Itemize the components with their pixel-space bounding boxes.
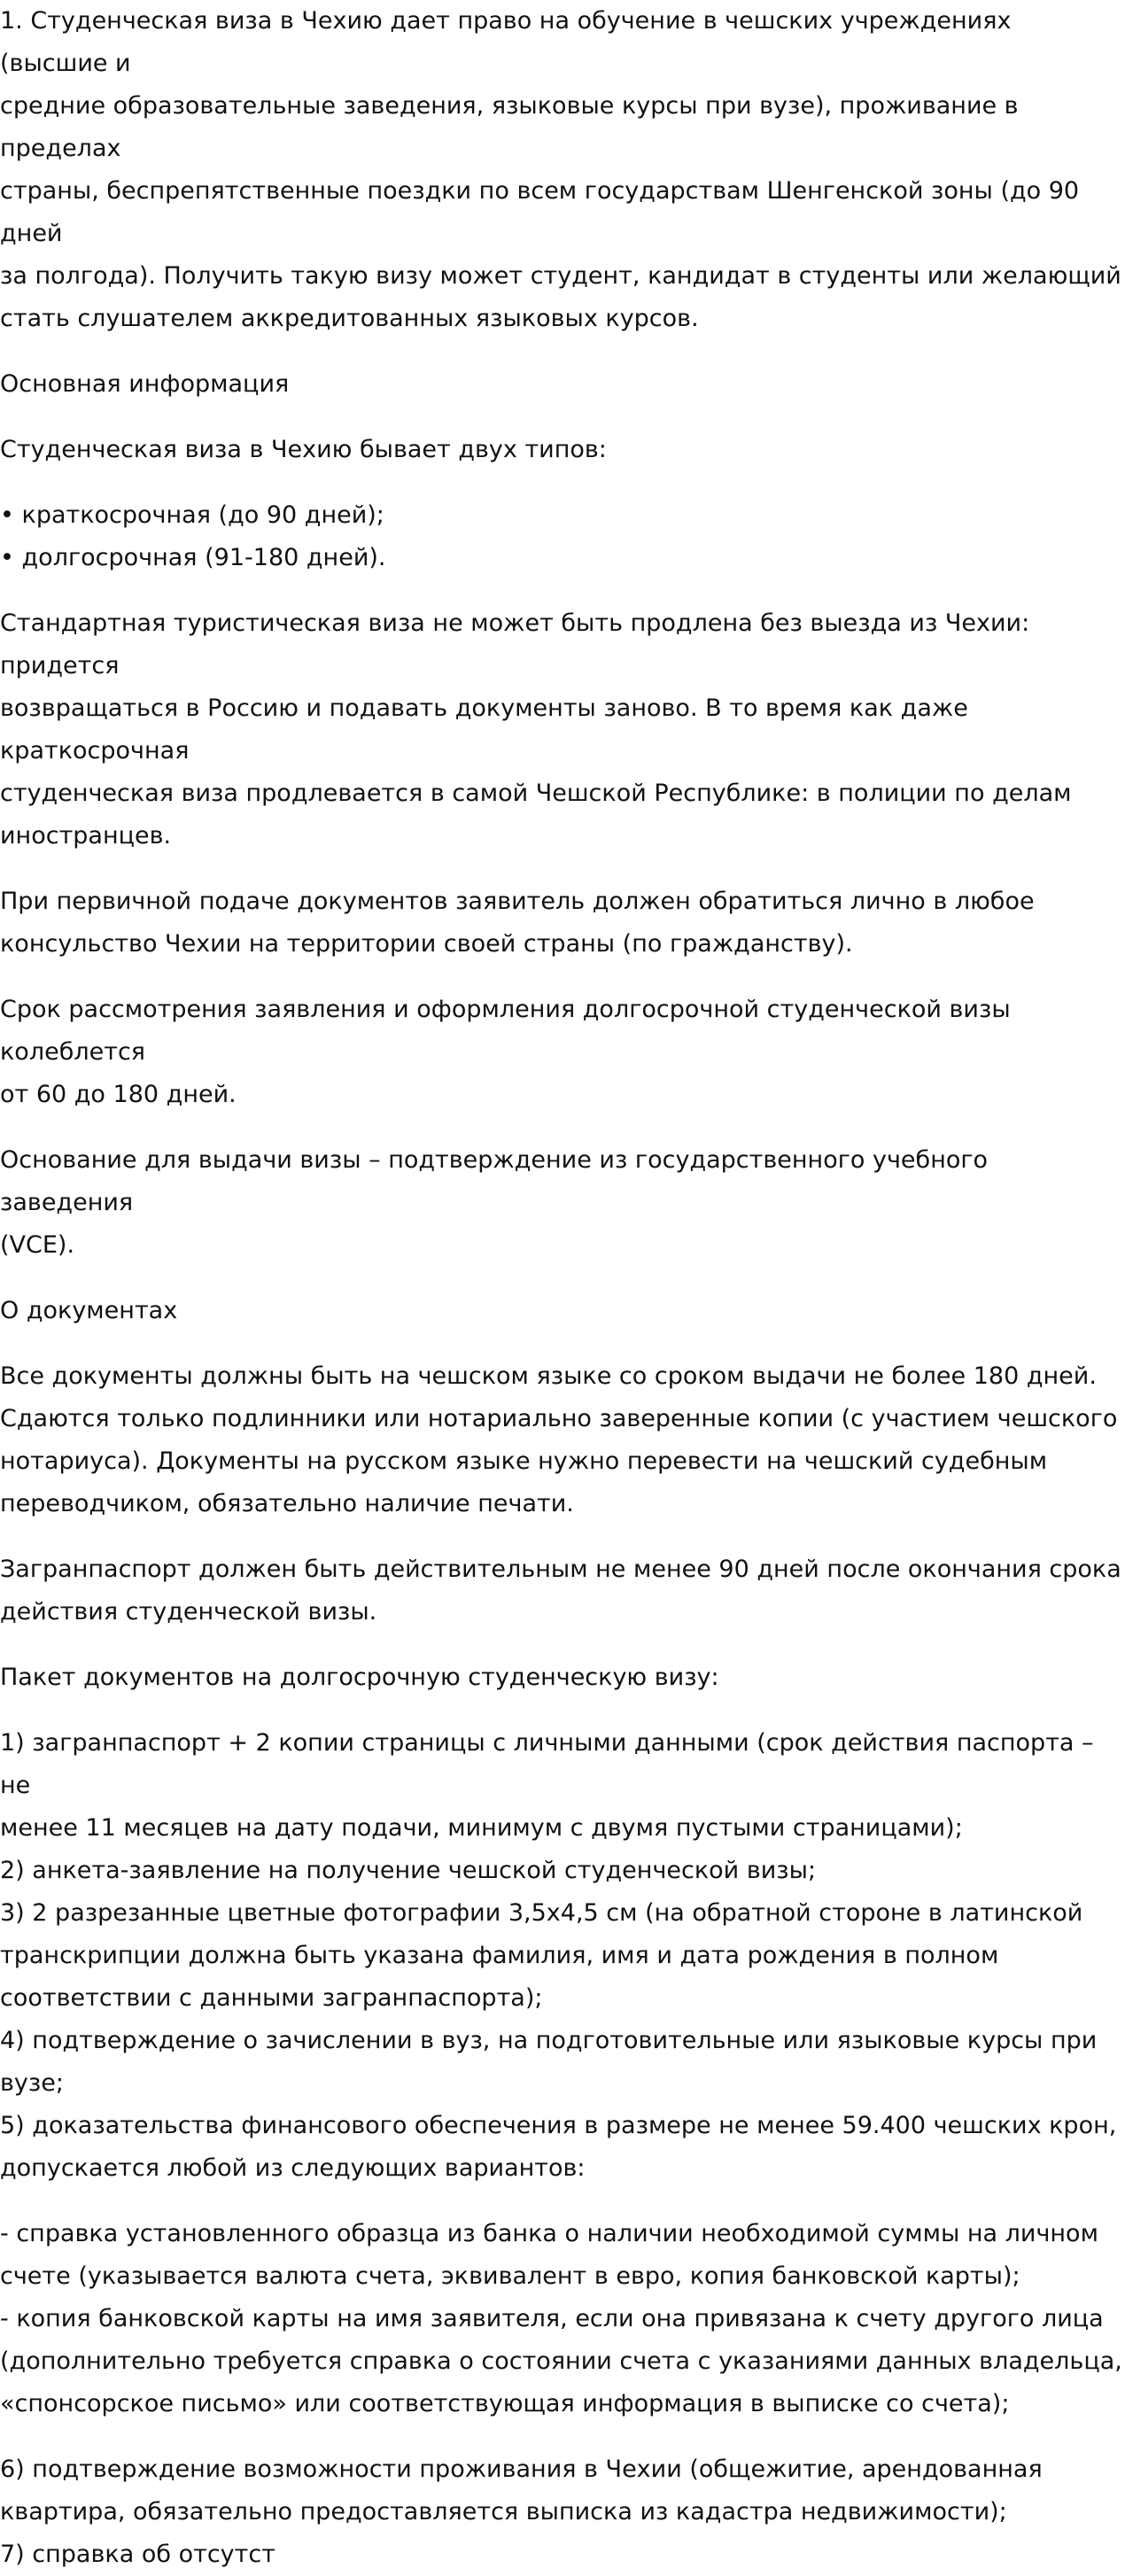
text-line: При первичной подаче документов заявитель должен обратиться лично в любое xyxy=(0,888,1035,915)
paragraph xyxy=(0,1657,1125,1699)
text-line: 5) доказательства финансового обеспечения в размере не менее 59.400 чешских крон, xyxy=(0,2112,1117,2139)
text-line: стать слушателем аккредитованных языковых курсов. xyxy=(0,305,699,332)
text-line: 3) 2 разрезанные цветные фотографии 3,5х4,5 см (на обратной стороне в латинской xyxy=(0,1899,1083,1927)
text-line: транскрипции должна быть указана фамилия, имя и дата рождения в полном xyxy=(0,1942,999,1969)
text-line: 6) подтверждение возможности проживания в Чехии (общежитие, арендованная xyxy=(0,2456,1043,2483)
text-line: • краткосрочная (до 90 дней); xyxy=(0,501,384,529)
text-line: Основная информация xyxy=(0,370,290,398)
text-line: соответствии с данными загранпаспорта); xyxy=(0,1984,543,2012)
paragraph xyxy=(0,0,1125,340)
text-line: 1) загранпаспорт + 2 копии страницы с личными данными (срок действия паспорта – не xyxy=(0,1729,1102,1799)
text-line: Студенческая виза в Чехию бывает двух типов: xyxy=(0,436,607,463)
text-line: иностранцев. xyxy=(0,822,172,850)
text-line: (VCE). xyxy=(0,1231,75,1259)
text-line: консульство Чехии на территории своей страны (по гражданству). xyxy=(0,930,853,958)
paragraph xyxy=(0,989,1125,1116)
text-line: 7) справка об отсутст xyxy=(0,2541,275,2568)
text-line: • долгосрочная (91-180 дней). xyxy=(0,544,386,571)
text-line: - справка установленного образца из банка о наличии необходимой суммы на личном xyxy=(0,2220,1098,2247)
text-line: (дополнительно требуется справка о состоянии счета с указаниями данных владельца, xyxy=(0,2347,1122,2375)
text-line: переводчиком, обязательно наличие печати. xyxy=(0,1490,574,1517)
paragraph xyxy=(0,1139,1125,1267)
text-line: Загранпаспорт должен быть действительным не менее 90 дней после окончания срока xyxy=(0,1556,1121,1583)
paragraph xyxy=(0,2448,1125,2576)
text-line: Основание для выдачи визы – подтверждение из государственного учебного заведения xyxy=(0,1146,996,1216)
text-line: возвращаться в Россию и подавать документы заново. В то время как даже краткосрочная xyxy=(0,694,976,764)
paragraph xyxy=(0,1355,1125,1525)
text-line: страны, беспрепятственные поездки по всем государствам Шенгенской зоны (до 90 дней xyxy=(0,177,1087,247)
paragraph xyxy=(0,1722,1125,2190)
text-line: действия студенческой визы. xyxy=(0,1598,377,1626)
text-line: Пакет документов на долгосрочную студенческую визу: xyxy=(0,1664,719,1691)
text-line: менее 11 месяцев на дату подачи, минимум с двумя пустыми страницами); xyxy=(0,1814,963,1842)
text-line: 1. Студенческая виза в Чехию дает право на обучение в чешских учреждениях (высшие и xyxy=(0,7,1020,77)
paragraph xyxy=(0,429,1125,471)
text-line: счете (указывается валюта счета, эквивалент в евро, копия банковской карты); xyxy=(0,2262,1020,2290)
text-line: средние образовательные заведения, языковые курсы при вузе), проживание в пределах xyxy=(0,92,1027,162)
paragraph xyxy=(0,602,1125,857)
text-line: от 60 до 180 дней. xyxy=(0,1081,237,1108)
text-line: Все документы должны быть на чешском языке со сроком выдачи не более 180 дней. xyxy=(0,1362,1097,1390)
paragraph xyxy=(0,881,1125,966)
text-line: за полгода). Получить такую визу может студент, кандидат в студенты или желающий xyxy=(0,262,1121,290)
paragraph xyxy=(0,2213,1125,2425)
text-line: студенческая виза продлевается в самой Чешской Республике: в полиции по делам xyxy=(0,780,1072,807)
paragraph xyxy=(0,494,1125,579)
paragraph xyxy=(0,1290,1125,1332)
text-line: Сдаются только подлинники или нотариально заверенные копии (с участием чешского xyxy=(0,1405,1118,1432)
text-line: 2) анкета-заявление на получение чешской студенческой визы; xyxy=(0,1857,817,1884)
text-line: нотариуса). Документы на русском языке нужно перевести на чешский судебным xyxy=(0,1447,1048,1475)
paragraph xyxy=(0,363,1125,406)
text-line: квартира, обязательно предоставляется выписка из кадастра недвижимости); xyxy=(0,2498,1007,2526)
paragraph xyxy=(0,1548,1125,1633)
text-line: О документах xyxy=(0,1297,178,1324)
text-line: 4) подтверждение о зачислении в вуз, на подготовительные или языковые курсы при вузе; xyxy=(0,2027,1105,2097)
text-line: Срок рассмотрения заявления и оформления долгосрочной студенческой визы колеблется xyxy=(0,996,1019,1066)
text-line: допускается любой из следующих вариантов: xyxy=(0,2154,586,2182)
text-line: - копия банковской карты на имя заявителя, если она привязана к счету другого лица xyxy=(0,2305,1104,2332)
text-line: Стандартная туристическая виза не может быть продлена без выезда из Чехии: придется xyxy=(0,609,1037,679)
text-line: «спонсорское письмо» или соответствующая информация в выписке со счета); xyxy=(0,2390,1010,2417)
